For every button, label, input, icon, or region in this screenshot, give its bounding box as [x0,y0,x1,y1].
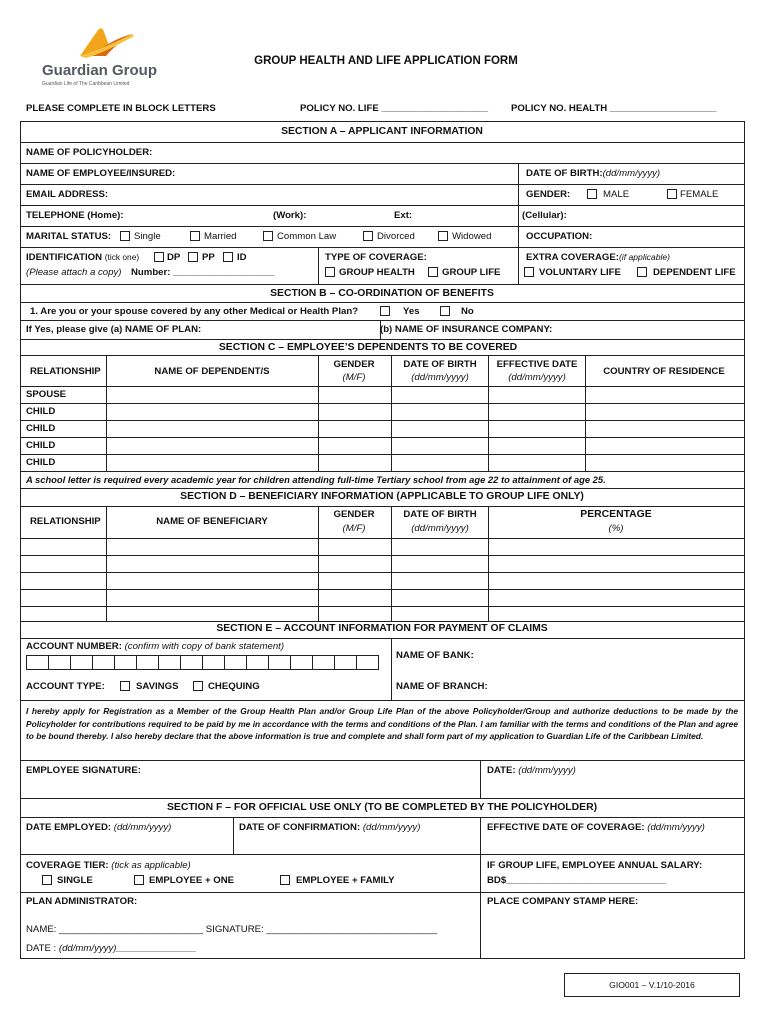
logo-swoosh-icon [40,26,160,62]
rule [20,247,744,248]
form-code: GIO001 – V.1/10-2016 [609,980,695,990]
declaration-text: I hereby apply for Registration as a Member of the Group Health Plan and/or Group Life Plan of the above Policyholder/Group and authorize deductions to be made by the Policyholder for contributions required to be paid by me in accordance with the terms and conditions of the Plan. I am familiar with the terms and conditions of the Plan and agree to be bound thereby. I also hereby declare that the above information is true and complete and shall form part of my application to Guardian Life of the Caribbean Limited. [26,706,738,742]
account-digit-box[interactable] [159,655,181,670]
section-c-title: SECTION C – EMPLOYEE’S DEPENDENTS TO BE COVERED [218,342,518,353]
if-applicable-note: (if applicable) [618,252,671,262]
rule [20,817,744,818]
confirm-copy-note: (confirm with copy of bank statement) [124,641,285,652]
tel-home-label: TELEPHONE (Home): [26,210,124,221]
admin-date-label: DATE : [26,943,57,954]
type-coverage-label: TYPE OF COVERAGE: [325,252,427,263]
guardian-logo [40,26,160,90]
effective-date-label: EFFECTIVE DATE OF COVERAGE: [487,822,645,833]
id-label: ID [237,252,247,263]
account-digit-box[interactable] [203,655,225,670]
col-dependent-name: NAME OF DEPENDENT/S [154,366,270,377]
rule [20,700,744,701]
attach-copy-note: (Please attach a copy) [26,267,122,278]
rule [20,488,744,489]
account-digit-box[interactable] [71,655,93,670]
account-digit-box[interactable] [137,655,159,670]
admin-date-field[interactable] [26,944,197,954]
account-digit-box[interactable] [313,655,335,670]
policyholder-label: NAME OF POLICYHOLDER: [26,147,153,158]
email-label: EMAIL ADDRESS: [26,189,109,200]
dependent-row-child: CHILD [26,457,56,468]
rule [20,437,744,438]
beneficiary-col-dob-sub: (dd/mm/yyyy) [411,523,469,534]
yes-checkbox[interactable] [380,306,390,316]
rule [20,386,744,387]
common-law-checkbox[interactable] [263,231,273,241]
divorced-label: Divorced [377,231,415,242]
tel-work-label: (Work): [273,210,307,221]
rule [20,320,744,321]
form-title: GROUP HEALTH AND LIFE APPLICATION FORM [254,55,518,67]
rule [20,506,744,507]
tel-ext-label: Ext: [394,210,413,221]
occupation-label: OCCUPATION: [526,231,593,242]
rule [20,538,744,539]
account-number-field [26,642,284,652]
col-divider [518,163,519,284]
savings-checkbox[interactable] [120,681,130,691]
rule [20,184,744,185]
tier-single-label: SINGLE [57,875,93,886]
single-label: Single [134,231,161,242]
pp-checkbox[interactable] [188,252,198,262]
voluntary-life-checkbox[interactable] [524,267,534,277]
col-gender-sub: (M/F) [342,372,366,383]
company-stamp-label: PLACE COMPANY STAMP HERE: [487,896,639,907]
col-relationship: RELATIONSHIP [30,366,101,377]
rule [20,621,744,622]
beneficiary-col-percentage: PERCENTAGE [580,509,652,520]
rule [20,555,744,556]
chequing-label: CHEQUING [208,681,260,692]
date-employed-label: DATE EMPLOYED: [26,822,112,833]
signature-date-label: DATE: [487,765,516,776]
col-divider [106,355,107,471]
gender-label: GENDER: [526,189,571,200]
divorced-checkbox[interactable] [363,231,373,241]
col-dob-sub: (dd/mm/yyyy) [411,372,469,383]
pp-label: PP [202,252,215,263]
rule [20,205,744,206]
savings-label: SAVINGS [136,681,179,692]
effective-date-format: (dd/mm/yyyy) [647,822,705,833]
beneficiary-col-relationship: RELATIONSHIP [30,516,101,527]
rule [20,403,744,404]
tier-single-checkbox[interactable] [42,875,52,885]
col-divider [318,506,319,621]
group-life-label: GROUP LIFE [442,267,501,278]
logo-name: Guardian Group [42,62,158,79]
block-letters-note: PLEASE COMPLETE IN BLOCK LETTERS [26,103,216,114]
col-divider [318,247,319,284]
id-checkbox[interactable] [223,252,233,262]
branch-label: NAME OF BRANCH: [396,681,488,692]
account-number-label: ACCOUNT NUMBER: [26,641,122,652]
form-code-box [564,973,740,997]
date-employed-format: (dd/mm/yyyy) [113,822,172,833]
dp-checkbox[interactable] [154,252,164,262]
dependent-row-child: CHILD [26,440,56,451]
section-f-title: SECTION F – FOR OFFICIAL USE ONLY (TO BE COMPLETED BY THE POLICYHOLDER) [166,802,598,813]
male-checkbox[interactable] [587,189,597,199]
section-b-title: SECTION B – CO-ORDINATION OF BENEFITS [270,288,494,299]
group-health-label: GROUP HEALTH [339,267,415,278]
rule [20,121,744,122]
group-life-checkbox[interactable] [428,267,438,277]
dependent-row-child: CHILD [26,423,56,434]
account-digit-box[interactable] [357,655,379,670]
dob-label: DATE OF BIRTH: [526,168,603,179]
col-divider [488,355,489,471]
rule [20,284,744,285]
rule [20,760,744,761]
married-label: Married [204,231,237,242]
account-digit-box[interactable] [291,655,313,670]
logo-subtitle: Guardian Life of The Caribbean Limited [42,81,130,87]
dependent-life-label: DEPENDENT LIFE [653,267,736,278]
widowed-checkbox[interactable] [438,231,448,241]
dp-label: DP [167,252,181,263]
col-divider [480,817,481,958]
coverage-tier-field [26,861,191,871]
beneficiary-col-gender: GENDER [333,509,375,520]
col-divider [391,506,392,621]
section-a-title: SECTION A – APPLICANT INFORMATION [281,126,483,137]
col-dob: DATE OF BIRTH [403,359,477,370]
signature-date-format: (dd/mm/yyyy) [518,765,576,776]
date-confirmation-field [239,823,420,833]
rule [20,589,744,590]
rule [20,572,744,573]
dependent-life-checkbox[interactable] [637,267,647,277]
effective-date-field [487,823,705,833]
dob-field [526,169,660,179]
tick-one-note: (tick one) [104,252,140,262]
extra-coverage-label: EXTRA COVERAGE: [526,252,619,263]
account-digit-box[interactable] [247,655,269,670]
col-divider [391,355,392,471]
account-digit-box[interactable] [93,655,115,670]
account-digit-box[interactable] [27,655,49,670]
widowed-label: Widowed [452,231,492,242]
col-effective-date-sub: (dd/mm/yyyy) [508,372,566,383]
employee-label: NAME OF EMPLOYEE/INSURED: [26,168,176,179]
beneficiary-col-dob: DATE OF BIRTH [403,509,477,520]
voluntary-life-label: VOLUNTARY LIFE [539,267,621,278]
no-label: No [461,306,474,317]
admin-date-line: (dd/mm/yyyy)_______________ [58,943,197,954]
tier-emp-one-checkbox[interactable] [134,875,144,885]
col-divider [233,817,234,854]
col-divider [480,760,481,798]
tier-emp-one-label: EMPLOYEE + ONE [149,875,235,886]
rule [20,454,744,455]
plan-name-label: If Yes, please give (a) NAME OF PLAN: [26,324,202,335]
no-checkbox[interactable] [440,306,450,316]
male-label: MALE [603,189,630,200]
col-divider [585,355,586,471]
common-law-label: Common Law [277,231,337,242]
col-divider [391,638,392,700]
tel-cell-label: (Cellular): [522,210,567,221]
female-label: FEMALE [680,189,719,200]
married-checkbox[interactable] [190,231,200,241]
account-digit-box[interactable] [115,655,137,670]
other-plan-question: 1. Are you or your spouse covered by any other Medical or Health Plan? [30,306,359,317]
identification-label: IDENTIFICATION [26,252,103,263]
beneficiary-col-percentage-sub: (%) [608,523,624,534]
admin-name-signature-line[interactable]: NAME: ___________________________ SIGNATURE: ________________________________ [26,924,438,935]
coverage-tier-label: COVERAGE TIER: [26,860,109,871]
school-letter-note: A school letter is required every academic year for children attending full-time Tertiary school from age 22 to attainment of age 25. [26,474,606,485]
beneficiary-col-gender-sub: (M/F) [342,523,366,534]
tick-applicable-note: (tick as applicable) [111,860,191,871]
rule [20,854,744,855]
account-digit-box[interactable] [49,655,71,670]
rule [20,142,744,143]
rule [20,606,744,607]
bank-name-label: NAME OF BANK: [396,650,474,661]
single-checkbox[interactable] [120,231,130,241]
rule [20,638,744,639]
col-divider [106,506,107,621]
date-confirmation-format: (dd/mm/yyyy) [362,822,421,833]
rule [20,355,744,356]
tier-emp-family-label: EMPLOYEE + FAMILY [296,875,395,886]
identification-field [26,253,139,263]
annual-salary-label: IF GROUP LIFE, EMPLOYEE ANNUAL SALARY: [487,860,703,871]
female-checkbox[interactable] [667,189,677,199]
rule [20,302,744,303]
group-health-checkbox[interactable] [325,267,335,277]
insurer-label: (b) NAME OF INSURANCE COMPANY: [380,324,553,335]
col-effective-date: EFFECTIVE DATE [496,359,578,370]
account-type-label: ACCOUNT TYPE: [26,681,105,692]
col-gender: GENDER [333,359,375,370]
rule [20,958,744,959]
extra-coverage-field [526,253,670,263]
policy-no-life[interactable]: POLICY NO. LIFE ____________________ [300,103,489,114]
rule [20,471,744,472]
marital-label: MARITAL STATUS: [26,231,112,242]
policy-no-health[interactable]: POLICY NO. HEALTH ____________________ [511,103,717,114]
tier-emp-family-checkbox[interactable] [280,875,290,885]
col-divider [318,355,319,471]
beneficiary-col-name: NAME OF BENEFICIARY [156,516,268,527]
rule [20,798,744,799]
form-border-right [744,121,745,959]
dob-format: (dd/mm/yyyy) [602,168,661,179]
rule [20,339,744,340]
signature-date-field [487,766,576,776]
dependent-row-child: CHILD [26,406,56,417]
rule [20,420,744,421]
account-number-boxes[interactable] [26,655,379,670]
account-digit-box[interactable] [269,655,291,670]
id-number-field[interactable]: Number: ___________________ [131,267,275,278]
date-confirmation-label: DATE OF CONFIRMATION: [239,822,361,833]
dependent-row-spouse: SPOUSE [26,389,66,400]
plan-admin-label: PLAN ADMINISTRATOR: [26,896,138,907]
col-country: COUNTRY OF RESIDENCE [603,366,725,377]
annual-salary-field[interactable]: BD$______________________________ [487,875,667,886]
col-divider [488,506,489,621]
rule [20,892,744,893]
date-employed-field [26,823,171,833]
account-digit-box[interactable] [225,655,247,670]
employee-signature-label: EMPLOYEE SIGNATURE: [26,765,141,776]
section-d-title: SECTION D – BENEFICIARY INFORMATION (APPLICABLE TO GROUP LIFE ONLY) [180,491,584,502]
section-e-title: SECTION E – ACCOUNT INFORMATION FOR PAYMENT OF CLAIMS [216,623,548,634]
rule [20,163,744,164]
account-digit-box[interactable] [335,655,357,670]
rule [20,226,744,227]
yes-label: Yes [403,306,420,317]
account-digit-box[interactable] [181,655,203,670]
chequing-checkbox[interactable] [193,681,203,691]
